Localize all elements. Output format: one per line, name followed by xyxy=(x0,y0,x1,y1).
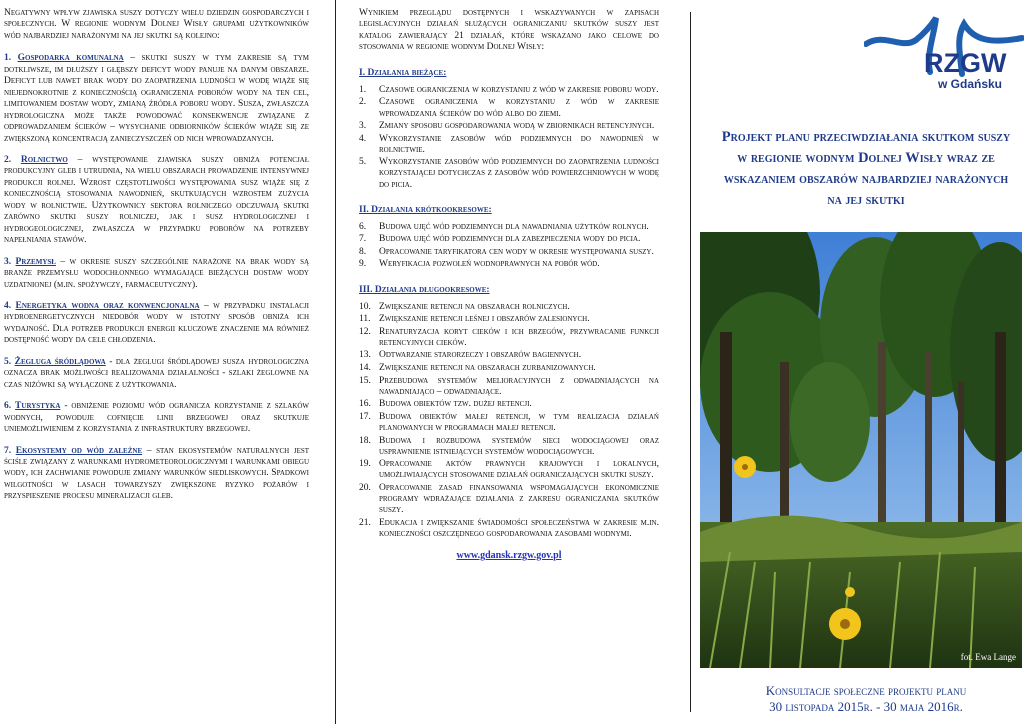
action-list xyxy=(359,222,659,271)
action-group-title: II. Działania krótkookresowe: xyxy=(359,204,492,215)
sector-name: Ekosystemy od wód zależne xyxy=(15,445,143,456)
sector-name: Żegluga śródlądowa xyxy=(14,356,106,367)
sector-paragraph xyxy=(4,53,309,145)
action-text: Przebudowa systemów melioracyjnych z odwadniających na nawadniająco – odwadniające. xyxy=(379,375,659,397)
action-item xyxy=(359,302,659,313)
action-number: 1. xyxy=(359,84,367,95)
consultation-line-1: Konsultacje społeczne projektu planu xyxy=(765,683,967,698)
action-number: 2. xyxy=(359,97,367,108)
action-number: 9. xyxy=(359,259,367,270)
consultation-line-2: 30 listopada 2015r. - 30 maja 2016r. xyxy=(769,699,963,714)
sector-paragraph xyxy=(4,357,309,391)
column-divider xyxy=(335,0,336,724)
action-text: Budowa obiektów małej retencji, w tym realizacja działań planowanych w programach małej retencji. xyxy=(379,411,659,433)
action-number: 16. xyxy=(359,399,371,410)
sector-name: Rolnictwo xyxy=(20,154,68,165)
action-item xyxy=(359,247,659,258)
sector-list xyxy=(4,53,309,502)
action-text: Budowa i rozbudowa systemów sieci wodociągowej oraz usprawnienie istniejących systemów wodociągowych. xyxy=(379,435,659,457)
action-number: 4. xyxy=(359,133,367,144)
sector-text: - obniżenie poziomu wód ogranicza korzystanie z szlaków wodnych, powoduje cofnięcie linii brzegowej oraz skutkuje uniemożliwieniem z korzystania z infrastruktury brzegowej. xyxy=(4,401,310,435)
action-number: 15. xyxy=(359,375,371,386)
action-text: Odtwarzanie starorzeczy i obszarów bagiennych. xyxy=(379,350,582,361)
action-item xyxy=(359,234,659,245)
action-item xyxy=(359,483,659,516)
action-number: 19. xyxy=(359,459,371,470)
action-item xyxy=(359,85,659,96)
sector-name: Turystyka xyxy=(15,401,61,412)
action-text: Zmiany sposobu gospodarowania wodą w zbiornikach retencyjnych. xyxy=(379,121,655,132)
action-number: 3. xyxy=(359,121,367,132)
action-number: 13. xyxy=(359,350,371,361)
action-group-title: III. Działania długookresowe: xyxy=(359,284,490,295)
action-list xyxy=(359,302,659,540)
action-item xyxy=(359,314,659,325)
consultation-dates xyxy=(708,683,1024,715)
rzgw-logo xyxy=(864,14,1024,104)
column-actions xyxy=(343,0,689,724)
sector-number: 2. xyxy=(4,154,12,165)
action-number: 11. xyxy=(359,314,371,325)
action-item xyxy=(359,376,659,398)
catalog-intro: Wynikiem przeglądu dostępnych i wskazywanych w zapisach legislacyjnych działań służących ograniczaniu skutków suszy jest katalog zawierający 21 działań, które wskazano jako celowe do stosowania w regionie wodnym Dolnej Wisły: xyxy=(359,8,659,53)
photo-credit: fot. Ewa Lange xyxy=(960,652,1016,662)
sector-number: 7. xyxy=(4,445,12,456)
action-item xyxy=(359,259,659,270)
action-text: Opracowanie aktów prawnych krajowych i lokalnych, umożliwiających stosowanie działań ograniczających skutki suszy. xyxy=(379,459,659,481)
action-number: 10. xyxy=(359,301,371,312)
action-number: 20. xyxy=(359,482,371,493)
action-text: Budowa obiektów tzw. dużej retencji. xyxy=(379,399,532,410)
sector-number: 4. xyxy=(4,300,12,311)
action-item xyxy=(359,327,659,349)
action-item xyxy=(359,121,659,132)
action-item xyxy=(359,222,659,233)
action-text: Budowa ujęć wód podziemnych dla zabezpieczenia wody do picia. xyxy=(379,234,641,245)
sector-paragraph xyxy=(4,155,309,247)
sector-number: 3. xyxy=(4,256,12,267)
action-groups xyxy=(359,68,659,540)
action-number: 17. xyxy=(359,411,371,422)
sector-text: – w okresie suszy szczególnie narażone na brak wody są branże przemysłu wodochłonnego wymagające bieżących dostaw wody uzdatnionej (m.in. spożywczy, farmaceutyczny). xyxy=(4,256,310,290)
action-item xyxy=(359,399,659,410)
sector-text: – stan ekosystemów naturalnych jest ściśle związany z warunkami hydrometeorologicznymi i warunkami obiegu wody, ich zachwianie powoduje zmiany warunków siedliskowych. Spadkowi wilgotności w lasach towarzyszy zwiększone ryzyko pożarów i przyspieszenie procesu mineralizacji gleb. xyxy=(4,445,310,502)
action-item xyxy=(359,412,659,434)
forest-photo xyxy=(700,232,1022,668)
action-group-title: I. Działania bieżące: xyxy=(359,67,447,78)
action-text: Renaturyzacja koryt cieków i ich brzegów, przywracanie funkcji retencyjnych cieków. xyxy=(379,326,659,348)
website-link[interactable]: www.gdansk.rzgw.gov.pl xyxy=(456,549,562,561)
action-item xyxy=(359,518,659,540)
project-title: Projekt planu przeciwdziałania skutkom suszy w regionie wodnym Dolnej Wisły wraz ze wskazaniem obszarów najbardziej narażonych na jej skutki xyxy=(721,129,1011,208)
action-number: 18. xyxy=(359,435,371,446)
action-number: 7. xyxy=(359,234,367,245)
action-item xyxy=(359,363,659,374)
action-item xyxy=(359,436,659,458)
action-item xyxy=(359,97,659,119)
column-sectors xyxy=(0,0,335,724)
column-cover xyxy=(698,0,1024,724)
sector-text: – w przypadku instalacji hydroenergetycznych niedobór wody w istotny sposób obniża ich wydajność. Dla potrzeb produkcji energii kluczowe znaczenie ma również dostępność wody da cele chłodzenia. xyxy=(4,300,310,346)
sector-paragraph xyxy=(4,301,309,347)
logo-subtitle: w Gdańsku xyxy=(938,77,1003,91)
action-item xyxy=(359,350,659,361)
sector-paragraph xyxy=(4,446,309,503)
sector-number: 6. xyxy=(4,401,12,412)
action-text: Opracowanie zasad finansowania wspomagających ekonomicznie programy wdrażające działania z zakresu ograniczania skutków suszy. xyxy=(379,482,659,516)
action-number: 14. xyxy=(359,363,371,373)
action-item xyxy=(359,157,659,190)
sector-number: 5. xyxy=(4,356,12,367)
sector-paragraph xyxy=(4,257,309,291)
action-text: Zwiększanie retencji leśnej i obszarów zalesionych. xyxy=(379,314,590,325)
sector-name: Przemysł xyxy=(15,256,56,267)
sector-name: Energetyka wodna oraz konwencjonalna xyxy=(15,300,200,311)
intro-paragraph: Negatywny wpływ zjawiska suszy dotyczy wielu dziedzin gospodarczych i społecznych. W regionie wodnym Dolnej Wisły grupami użytkowników wód najbardziej narażonymi na jej skutki są kolejno: xyxy=(4,8,309,41)
action-text: Czasowe ograniczenia w korzystaniu z wód w zakresie wprowadzania ścieków do wód albo do ziemi. xyxy=(379,97,659,119)
action-item xyxy=(359,459,659,481)
action-number: 6. xyxy=(359,221,367,232)
sector-paragraph xyxy=(4,401,309,435)
action-text: Opracowanie taryfikatora cen wody w okresie występowania suszy. xyxy=(379,246,654,257)
sector-text: - dla żeglugi śródlądowej susza hydrologiczna oznacza brak możliwości realizowania działalności - szlaki żeglowne na czas niżówki są wyłączone z użytkowania. xyxy=(4,356,310,390)
sector-number: 1. xyxy=(4,53,12,64)
action-text: Budowa ujęć wód podziemnych dla nawadniania użytków rolnych. xyxy=(379,221,649,232)
action-number: 8. xyxy=(359,246,367,257)
sector-name: Gospodarka komunalna xyxy=(17,53,124,64)
sector-text: – występowanie zjawiska suszy obniża potencjał produkcyjny gleb i utrudnia, na wielu obszarach prowadzenie intensywnej produkcji rolnej. Wzrost częstotliwości występowania susz wiąże się z koniecznością stosowania nawodnień, skutkujących wzrostem zużycia wody w rolnictwie. Użytkownicy sektora rolniczego odczuwają skutki zarówno skutki suszy rolniczej, jak i susz hydrologicznej i hydrogeologicznej, zwłaszcza w przypadku poborów na potrzeby napełniania stawów. xyxy=(4,154,309,246)
logo-name: RZGW xyxy=(924,48,1007,78)
action-number: 21. xyxy=(359,517,371,528)
action-number: 12. xyxy=(359,326,371,337)
action-text: Wykorzystanie zasobów wód podziemnych do nawodnień w rolnictwie. xyxy=(379,133,659,155)
action-text: Edukacja i zwiększanie świadomości społeczeństwa w zakresie m.in. konieczności oszczędnego gospodarowania zasobami wodnymi. xyxy=(379,517,659,539)
sector-text: – skutki suszy w tym zakresie są tym dotkliwsze, im dłuższy i głębszy deficyt wody panuje na danym obszarze. Deficyt lub nawet brak wody do zaopatrzenia ludności w wodę wiąże się niejednokrotnie z koniecznością ograniczenia poborów wody na ten cel, limitowaniem dostaw wody, zmianą źródła poboru wody. Susza, zwłaszcza hydrologiczna może także powodować konsekwencje związane z odprowadzaniem ścieków – wysychanie odbiorników ścieków wiąże się ze zwiększoną koncentracją zanieczyszczeń od nich wprowadzanych. xyxy=(4,53,310,144)
action-text: Czasowe ograniczenia w korzystaniu z wód w zakresie poboru wody. xyxy=(379,84,659,95)
action-number: 5. xyxy=(359,157,367,168)
action-item xyxy=(359,134,659,156)
action-text: Wykorzystanie zasobów wód podziemnych do zaopatrzenia ludności korzystającej dotychczas z zasobów wód powierzchniowych w wodę do picia. xyxy=(379,157,659,190)
action-text: Zwiększanie retencji na obszarach rolniczych. xyxy=(379,301,570,312)
action-text: Weryfikacja pozwoleń wodnoprawnych na pobór wód. xyxy=(379,259,600,270)
column-divider xyxy=(690,12,691,712)
action-text: Zwiększanie retencji na obszarach zurbanizowanych. xyxy=(379,363,596,373)
action-list xyxy=(359,85,659,191)
